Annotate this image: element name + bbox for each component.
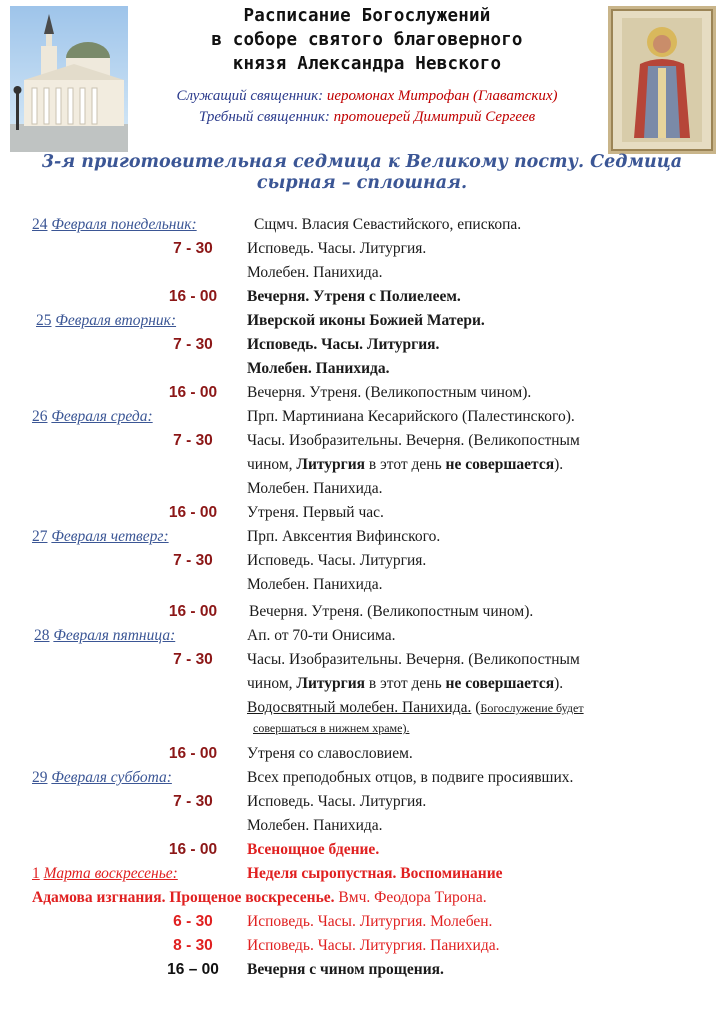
- service-row: [0, 790, 724, 814]
- service-time: 8 - 30: [173, 937, 213, 954]
- service-time: 7 - 30: [173, 240, 213, 257]
- service-time: 6 - 30: [173, 913, 213, 930]
- day-row-sun: [0, 862, 724, 886]
- service-time: 7 - 30: [173, 651, 213, 668]
- service-text: Молебен. Панихида.: [247, 576, 383, 593]
- service-text: Молебен. Панихида.: [247, 264, 383, 281]
- service-text: Часы. Изобразительны. Вечерня. (Великопостным: [247, 432, 580, 449]
- service-row: [0, 600, 724, 624]
- day-row-mon: [0, 213, 724, 237]
- service-text: Исповедь. Часы. Литургия.: [247, 793, 427, 810]
- saint-tue: Иверской иконы Божией Матери.: [247, 312, 485, 329]
- day-row-wed: [0, 405, 724, 429]
- service-text: Утреня со славословием.: [247, 745, 413, 762]
- service-row: [0, 429, 724, 453]
- service-time: 16 - 00: [168, 745, 218, 762]
- service-text: Молебен. Панихида.: [247, 817, 383, 834]
- service-row: [0, 453, 724, 477]
- service-text: Вечерня. Утреня. (Великопостным чином).: [249, 603, 534, 620]
- day-label-mon: 24 Февраля понедельник:: [32, 216, 197, 233]
- day-label-sat: 29 Февраля суббота:: [32, 769, 172, 786]
- service-text: Молебен. Панихида.: [247, 360, 390, 377]
- day-label-sun: 1 Марта воскресенье:: [32, 865, 178, 882]
- title-line-3: князя Александра Невского: [232, 54, 502, 74]
- service-row: [0, 381, 724, 405]
- service-row: [0, 672, 724, 696]
- service-time: 7 - 30: [173, 552, 213, 569]
- service-text: Часы. Изобразительны. Вечерня. (Великопостным: [247, 651, 580, 668]
- saint-sat: Всех преподобных отцов, в подвиге просиявших.: [247, 769, 574, 786]
- service-text: Исповедь. Часы. Литургия.: [247, 552, 427, 569]
- service-text: Всенощное бдение.: [247, 841, 380, 858]
- week-title-line-2: сырная – сплошная.: [256, 173, 468, 193]
- service-row: [0, 357, 724, 381]
- day-label-thu: 27 Февраля четверг:: [32, 528, 169, 545]
- trebnyi-priest-role: Требный священник:: [198, 109, 330, 125]
- saint-mon: Сщмч. Власия Севастийского, епископа.: [254, 216, 522, 233]
- title-line-1: Расписание Богослужений: [243, 6, 491, 26]
- serving-priest-role: Служащий священник:: [176, 88, 324, 104]
- service-row: [0, 549, 724, 573]
- service-row: [0, 838, 724, 862]
- service-text: чином, Литургия в этот день не совершается).: [247, 675, 564, 692]
- day-row-thu: [0, 525, 724, 549]
- day-label-wed: 26 Февраля среда:: [32, 408, 153, 425]
- service-time: 16 – 00: [167, 961, 219, 978]
- day-label-fri: 28 Февраля пятница:: [34, 627, 176, 644]
- service-row: [0, 573, 724, 597]
- service-row: [0, 501, 724, 525]
- day-row-tue: [0, 309, 724, 333]
- service-text: Исповедь. Часы. Литургия. Молебен.: [247, 913, 493, 930]
- week-title: [0, 152, 724, 194]
- saint-fri: Ап. от 70-ти Онисима.: [247, 627, 396, 644]
- service-row: [0, 477, 724, 501]
- service-row: [0, 237, 724, 261]
- day-row-sat: [0, 766, 724, 790]
- service-time: 16 - 00: [168, 384, 218, 401]
- service-time: 16 - 00: [168, 603, 218, 620]
- service-time: 16 - 00: [168, 288, 218, 305]
- saint-sun-line2: Адамова изгнания. Прощеное воскресенье. Вмч. Феодора Тирона.: [32, 889, 487, 906]
- service-row: [0, 814, 724, 838]
- service-row: [0, 261, 724, 285]
- service-text: Вечерня с чином прощения.: [247, 961, 444, 978]
- serving-priest-name: иеромонах Митрофан (Главатских): [326, 88, 558, 104]
- service-row: [0, 742, 724, 766]
- service-text: Исповедь. Часы. Литургия.: [247, 336, 440, 353]
- service-text: чином, Литургия в этот день не совершается).: [247, 456, 564, 473]
- saint-sun: Неделя сыропустная. Воспоминание: [247, 865, 503, 882]
- service-row: [0, 716, 724, 740]
- serving-priest: [132, 86, 602, 107]
- service-time: 7 - 30: [173, 336, 213, 353]
- icon-saint-image: [608, 6, 716, 154]
- day-row-sun-cont: [0, 886, 724, 910]
- service-text: Исповедь. Часы. Литургия. Панихида.: [247, 937, 500, 954]
- service-time: 16 - 00: [168, 504, 218, 521]
- service-row: [0, 910, 724, 934]
- service-row: [0, 934, 724, 958]
- service-text: Молебен. Панихида.: [247, 480, 383, 497]
- service-text: Вечерня. Утреня. (Великопостным чином).: [247, 384, 532, 401]
- day-label-tue: 25 Февраля вторник:: [36, 312, 177, 329]
- service-time: 7 - 30: [173, 793, 213, 810]
- title-line-2: в соборе святого благоверного: [211, 30, 523, 50]
- trebnyi-priest: [132, 107, 602, 128]
- service-time: 7 - 30: [173, 432, 213, 449]
- schedule-header: [132, 4, 602, 128]
- service-row: [0, 333, 724, 357]
- trebnyi-priest-name: протоиерей Димитрий Сергеев: [333, 109, 536, 125]
- cathedral-photo: [10, 6, 128, 152]
- service-text: Водосвятный молебен. Панихида. (Богослужение будет: [247, 699, 584, 716]
- day-row-fri: [0, 624, 724, 648]
- saint-wed: Прп. Мартиниана Кесарийского (Палестинского).: [247, 408, 575, 425]
- saint-thu: Прп. Авксентия Вифинского.: [247, 528, 441, 545]
- week-title-line-1: 3-я приготовительная седмица к Великому посту. Седмица: [41, 152, 683, 172]
- service-text: совершаться в нижнем храме).: [253, 721, 410, 735]
- service-text: Вечерня. Утреня с Полиелеем.: [247, 288, 461, 305]
- service-row: [0, 648, 724, 672]
- service-text: Утреня. Первый час.: [247, 504, 384, 521]
- service-row: [0, 285, 724, 309]
- service-time: 16 - 00: [168, 841, 218, 858]
- service-row: [0, 958, 724, 982]
- service-text: Исповедь. Часы. Литургия.: [247, 240, 427, 257]
